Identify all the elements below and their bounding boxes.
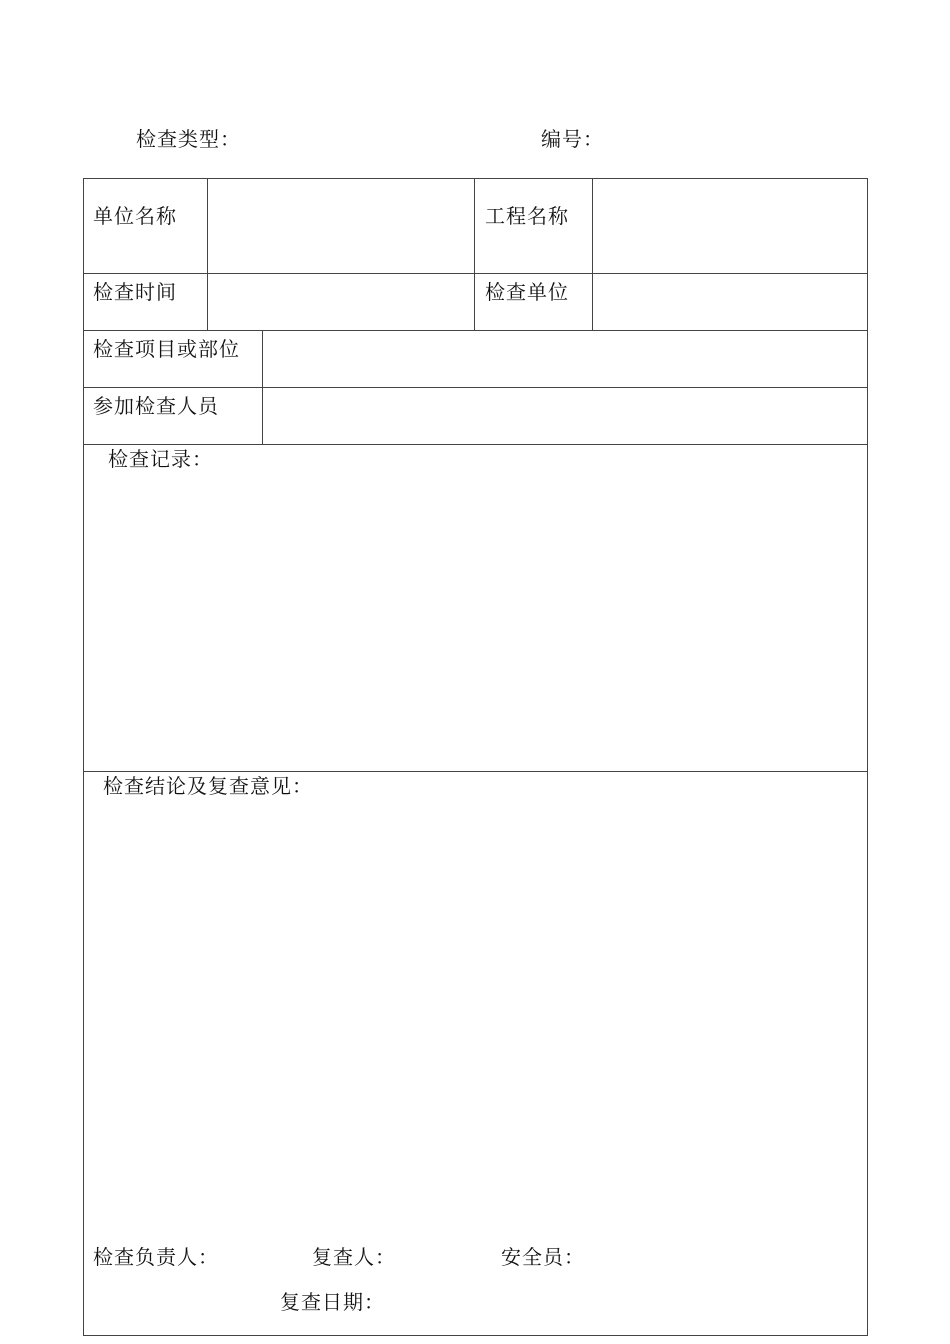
row-divider-5 [83, 771, 868, 772]
check-unit-field[interactable] [593, 274, 867, 330]
row-divider-4 [83, 444, 868, 445]
participants-label: 参加检查人员 [93, 394, 219, 418]
table-border-bottom [83, 1335, 868, 1336]
unit-name-field[interactable] [208, 179, 474, 273]
project-name-label: 工程名称 [485, 204, 569, 228]
review-date-label: 复查日期： [280, 1290, 385, 1314]
reviewer-label: 复查人： [312, 1245, 396, 1269]
participants-field[interactable] [263, 388, 867, 444]
record-field[interactable] [84, 474, 867, 771]
table-border-right [867, 178, 868, 1336]
conclusion-label: 检查结论及复查意见： [103, 774, 313, 798]
check-item-field[interactable] [263, 331, 867, 387]
number-label: 编号： [541, 127, 604, 151]
unit-name-label: 单位名称 [93, 204, 177, 228]
col-divider-b [474, 178, 475, 331]
project-name-field[interactable] [593, 179, 867, 273]
check-time-field[interactable] [208, 274, 474, 330]
safety-officer-label: 安全员： [501, 1245, 585, 1269]
check-type-label: 检查类型： [136, 127, 241, 151]
responsible-label: 检查负责人： [93, 1245, 219, 1269]
conclusion-field[interactable] [84, 802, 867, 1232]
check-time-label: 检查时间 [93, 280, 177, 304]
record-label: 检查记录： [108, 447, 213, 471]
check-unit-label: 检查单位 [485, 280, 569, 304]
check-item-label: 检查项目或部位 [93, 337, 240, 361]
